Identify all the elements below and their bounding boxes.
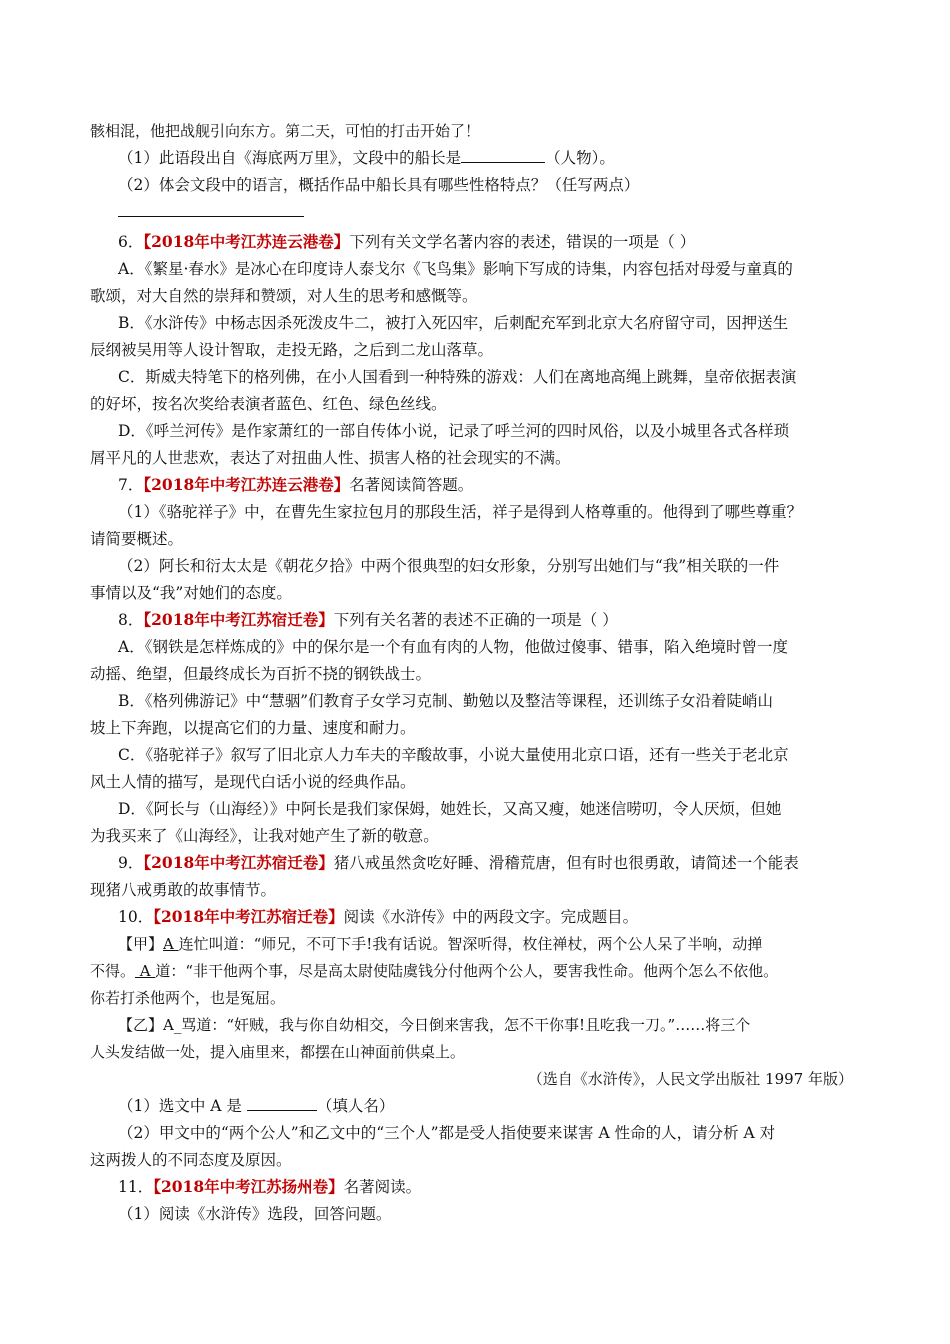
option-b-cont: 辰纲被吴用等人设计智取，走投无路，之后到二龙山落草。: [90, 341, 494, 359]
excerpt-yi: 【乙】A_骂道：“奸贼，我与你自幼相交，今日倒来害我，怎不干你事!且吃我一刀。”……将三个: [118, 1016, 751, 1034]
question-10: 10．【2018年中考江苏宿迁卷】阅读《水浒传》中的两段文字。完成题目。: [118, 907, 639, 926]
option-c: C．《骆驼祥子》叙写了旧北京人力车夫的辛酸故事，小说大量使用北京口语，还有一些关于老北京: [118, 746, 789, 764]
source-tag: 【2018年中考江苏连云港卷】: [143, 475, 350, 494]
excerpt-jia-cont: 你若打杀他两个，也是冤屈。: [90, 989, 286, 1007]
source-tag: 【2018年中考江苏宿迁卷】: [143, 610, 334, 629]
question-7: 7．【2018年中考江苏连云港卷】名著阅读简答题。: [118, 475, 474, 494]
option-b: B．《水浒传》中杨志因杀死泼皮牛二，被打入死囚牢，后刺配充军到北京大名府留守司，因押送生: [118, 314, 789, 332]
question-11-part-1: （1）阅读《水浒传》选段，回答问题。: [118, 1205, 392, 1223]
question-9: 9．【2018年中考江苏宿迁卷】猪八戒虽然贪吃好睡、滑稽荒唐，但有时也很勇敢，请简述一个能表: [118, 853, 799, 872]
option-d: D．《阿长与（山海经）》中阿长是我们家保姆，她姓长，又高又瘦，她迷信唠叨，令人厌烦，但她: [118, 800, 782, 818]
source-tag: 【2018年中考江苏宿迁卷】: [153, 907, 344, 926]
question-10-part-2: （2）甲文中的“两个公人”和乙文中的“三个人”都是受人指使要来谋害 A 性命的人，请分析 A 对: [118, 1124, 776, 1142]
answer-blank[interactable]: [247, 1096, 317, 1111]
source-tag: 【2018年中考江苏宿迁卷】: [143, 853, 334, 872]
option-a-cont: 动摇、绝望，但最终成长为百折不挠的钢铁战士。: [90, 665, 432, 683]
question-7-part-1: （1）《骆驼祥子》中，在曹先生家拉包月的那段生活，祥子是得到人格尊重的。他得到了哪些尊重？: [118, 503, 803, 521]
option-b-cont: 坡上下奔跑，以提高它们的力量、速度和耐力。: [90, 719, 416, 737]
option-b: B．《格列佛游记》中“慧骃”们教育子女学习克制、勤勉以及整洁等课程，还训练子女沿着陡峭山: [118, 692, 773, 710]
option-c-cont: 的好坏，按名次奖给表演者蓝色、红色、绿色丝线。: [90, 395, 447, 413]
option-c: C．斯威夫特笔下的格列佛，在小人国看到一种特殊的游戏：人们在离地高绳上跳舞，皇帝依据表演: [118, 368, 797, 386]
question-5-part-2: （2）体会文段中的语言，概括作品中船长具有哪些性格特点？（任写两点）: [118, 176, 640, 194]
option-a: A．《钢铁是怎样炼成的》中的保尔是一个有血有肉的人物，他做过傻事、错事，陷入绝境时曾一度: [118, 638, 788, 656]
question-7-part-2: （2）阿长和衍太太是《朝花夕拾》中两个很典型的妇女形象，分别写出她们与“我”相关联的一件: [118, 557, 780, 575]
option-c-cont: 风土人情的描写，是现代白话小说的经典作品。: [90, 773, 416, 791]
option-d-cont: 屑平凡的人世悲欢，表达了对扭曲人性、损害人格的社会现实的不满。: [90, 449, 571, 467]
source-tag: 【2018年中考江苏连云港卷】: [143, 232, 350, 251]
question-10-part-1: （1）选文中 A 是 （填人名）: [118, 1097, 395, 1115]
source-tag: 【2018年中考江苏扬州卷】: [153, 1177, 344, 1196]
question-10-part-2-cont: 这两拨人的不同态度及原因。: [90, 1151, 292, 1169]
question-9-cont: 现猪八戒勇敢的故事情节。: [90, 881, 277, 899]
question-11: 11．【2018年中考江苏扬州卷】名著阅读。: [118, 1177, 422, 1196]
answer-blank[interactable]: [461, 148, 545, 163]
option-a: A．《繁星·春水》是冰心在印度诗人泰戈尔《飞鸟集》影响下写成的诗集，内容包括对母爱与童真的: [118, 260, 793, 278]
question-5-part-1: （1）此语段出自《海底两万里》，文段中的船长是 （人物）。: [118, 149, 615, 167]
excerpt-yi-cont: 人头发结做一处，提入庙里来，都摆在山神面前供桌上。: [90, 1043, 466, 1061]
citation: （选自《水浒传》，人民文学出版社 1997 年版）: [527, 1070, 853, 1088]
excerpt-jia-cont: 不得。 A 道：“非干他两个事，尽是高太尉使陆虞钱分付他两个公人，要害我性命。他两个怎么不依他。: [90, 962, 779, 980]
question-8: 8．【2018年中考江苏宿迁卷】下列有关名著的表述不正确的一项是（ ）: [118, 610, 618, 629]
excerpt-jia: 【甲】A 连忙叫道：“师兄，不可下手!我有话说。智深听得，枚住禅杖，两个公人呆了半响，动掸: [118, 935, 763, 953]
question-7-part-2-cont: 事情以及“我”对她们的态度。: [90, 584, 292, 602]
answer-line[interactable]: [118, 202, 304, 222]
question-7-part-1-cont: 请简要概述。: [90, 530, 184, 548]
option-d: D．《呼兰河传》是作家萧红的一部自传体小说，记录了呼兰河的四时风俗，以及小城里各式各样琐: [118, 422, 790, 440]
passage-line: 骸相混，他把战舰引向东方。第二天，可怕的打击开始了！: [90, 122, 481, 140]
option-d-cont: 为我买来了《山海经》，让我对她产生了新的敬意。: [90, 827, 439, 845]
option-a-cont: 歌颂，对大自然的崇拜和赞颂，对人生的思考和感慨等。: [90, 287, 478, 305]
question-6: 6．【2018年中考江苏连云港卷】下列有关文学名著内容的表述，错误的一项是（ ）: [118, 232, 696, 251]
